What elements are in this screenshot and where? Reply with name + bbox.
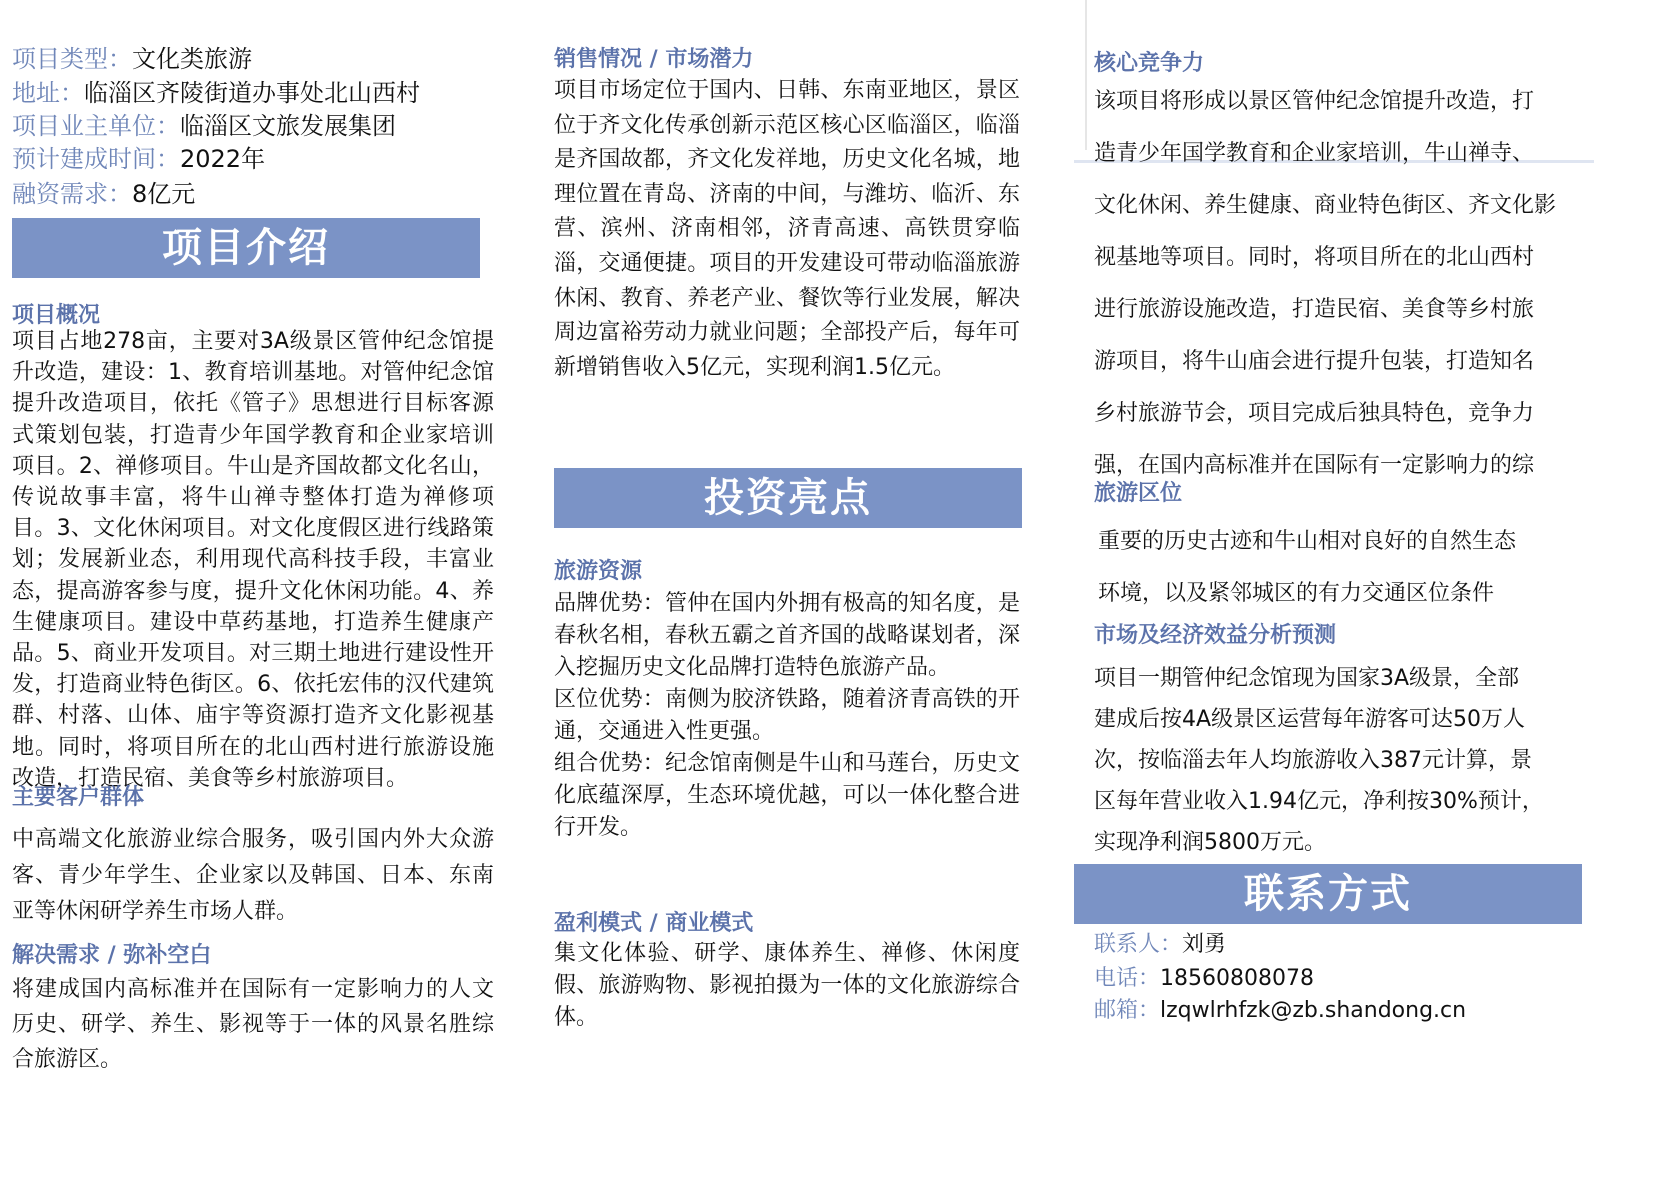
tourism-resources-heading: 旅游资源 bbox=[554, 559, 643, 584]
financing-value: 8亿元 bbox=[132, 180, 196, 208]
owner-label: 项目业主单位： bbox=[12, 112, 180, 140]
contact-email-row bbox=[1094, 996, 1466, 1026]
owner-row bbox=[12, 111, 396, 141]
completion-time-label: 预计建成时间： bbox=[12, 145, 180, 173]
market-analysis-text bbox=[1094, 658, 1594, 863]
customers-text: 中高端文化旅游业综合服务，吸引国内外大众游客、青少年学生、企业家以及韩国、日本、东南亚等休闲研学养生市场人群。 bbox=[12, 827, 494, 924]
location-advantage-paragraph: 区位优势：南侧为胶济铁路，随着济青高铁的开通，交通进入性更强。 bbox=[554, 687, 1020, 744]
phone-value: 18560808078 bbox=[1160, 966, 1314, 991]
business-model-text: 集文化体验、研学、康体养生、禅修、休闲度假、旅游购物、影视拍摄为一体的文化旅游综合体。 bbox=[554, 941, 1020, 1030]
address-value: 临淄区齐陵街道办事处北山西村 bbox=[84, 79, 420, 107]
core-line: 造青少年国学教育和企业家培训，牛山禅寺、 bbox=[1094, 141, 1535, 166]
sales-text: 项目市场定位于国内、日韩、东南亚地区，景区位于齐文化传承创新示范区核心区临淄区，临淄是齐国故都，齐文化发祥地，历史文化名城，地理位置在青岛、济南的中间，与潍坊、临沂、东营、滨州、济南相邻，济青高速、高铁贯穿临淄，交通便捷。项目的开发建设可带动临淄旅游休闲、教育、养老产业、餐饮等行业发展，解决周边富裕劳动力就业问题；全部投产后，每年可新增销售收入5亿元，实现利润1.5亿元。 bbox=[554, 78, 1020, 380]
needs-heading: 解决需求 / 弥补空白 bbox=[12, 943, 212, 968]
project-type-label: 项目类型： bbox=[12, 45, 132, 73]
overview-text: 项目占地278亩，主要对3A级景区管仲纪念馆提升改造，建设：1、教育培训基地。对管仲纪念馆提升改造项目，依托《管子》思想进行目标客源式策划包装，打造青少年国学教育和企业家培训项目。2、禅修项目。牛山是齐国故都文化名山，传说故事丰富，将牛山禅寺整体打造为禅修项目。3、文化休闲项目。对文化度假区进行线路策划；发展新业态，利用现代高科技手段，丰富业态，提高游客参与度，提升文化休闲功能。4、养生健康项目。建设中草药基地，打造养生健康产品。5、商业开发项目。对三期土地进行建设性开发，打造商业特色街区。6、依托宏伟的汉代建筑群、村落、山体、庙宇等资源打造齐文化影视基地。同时，将项目所在的北山西村进行旅游设施改造，打造民宿、美食等乡村旅游项目。 bbox=[12, 329, 494, 791]
project-intro-banner: 项目介绍 bbox=[12, 218, 480, 278]
core-line: 视基地等项目。同时，将项目所在的北山西村 bbox=[1094, 245, 1535, 270]
combination-advantage-paragraph: 组合优势：纪念馆南侧是牛山和马莲台，历史文化底蕴深厚，生态环境优越，可以一体化整合进行开发。 bbox=[554, 751, 1020, 840]
market-line: 区每年营业收入1.94亿元，净利按30%预计， bbox=[1094, 789, 1544, 814]
contact-person-label: 联系人： bbox=[1094, 932, 1183, 957]
financing-label: 融资需求： bbox=[12, 180, 132, 208]
location-line: 环境，以及紧邻城区的有力交通区位条件 bbox=[1098, 581, 1495, 606]
market-line: 建成后按4A级景区运营每年游客可达50万人 bbox=[1094, 707, 1526, 732]
overview-heading: 项目概况 bbox=[12, 303, 101, 328]
contact-person-row bbox=[1094, 930, 1226, 960]
owner-value: 临淄区文旅发展集团 bbox=[180, 112, 396, 140]
business-model-heading: 盈利模式 / 商业模式 bbox=[554, 911, 754, 936]
address-label: 地址： bbox=[12, 79, 84, 107]
project-type-value: 文化类旅游 bbox=[132, 45, 252, 73]
contact-person-value: 刘勇 bbox=[1182, 932, 1227, 957]
tourism-location-heading: 旅游区位 bbox=[1094, 481, 1183, 506]
core-competitiveness-heading: 核心竞争力 bbox=[1094, 51, 1205, 76]
core-line: 乡村旅游节会，项目完成后独具特色，竞争力 bbox=[1094, 401, 1535, 426]
core-line: 该项目将形成以景区管仲纪念馆提升改造，打 bbox=[1094, 89, 1535, 114]
needs-text: 将建成国内高标准并在国际有一定影响力的人文历史、研学、养生、影视等于一体的风景名胜综合旅游区。 bbox=[12, 977, 494, 1072]
core-line: 进行旅游设施改造，打造民宿、美食等乡村旅 bbox=[1094, 297, 1535, 322]
tourism-location-text bbox=[1098, 516, 1598, 620]
email-label: 邮箱： bbox=[1094, 998, 1161, 1023]
phone-label: 电话： bbox=[1094, 966, 1161, 991]
contact-banner: 联系方式 bbox=[1074, 864, 1582, 924]
completion-time-value: 2022年 bbox=[180, 145, 266, 173]
market-line: 实现净利润5800万元。 bbox=[1094, 830, 1326, 855]
address-row bbox=[12, 78, 420, 108]
sales-heading: 销售情况 / 市场潜力 bbox=[554, 47, 754, 72]
tourism-resources-text bbox=[554, 588, 1020, 844]
location-line: 重要的历史古迹和牛山相对良好的自然生态 bbox=[1098, 529, 1517, 554]
customers-heading: 主要客户群体 bbox=[12, 785, 145, 810]
market-analysis-heading: 市场及经济效益分析预测 bbox=[1094, 623, 1337, 648]
completion-time-row bbox=[12, 144, 265, 174]
investment-highlights-banner: 投资亮点 bbox=[554, 468, 1022, 528]
core-competitiveness-text bbox=[1094, 76, 1594, 492]
core-line: 强，在国内高标准并在国际有一定影响力的综 bbox=[1094, 453, 1535, 478]
project-type-row bbox=[12, 44, 252, 74]
market-line: 项目一期管仲纪念馆现为国家3A级景，全部 bbox=[1094, 666, 1520, 691]
market-line: 次，按临淄去年人均旅游收入387元计算，景 bbox=[1094, 748, 1532, 773]
brand-advantage-paragraph: 品牌优势：管仲在国内外拥有极高的知名度，是春秋名相，春秋五霸之首齐国的战略谋划者，深入挖掘历史文化品牌打造特色旅游产品。 bbox=[554, 591, 1020, 680]
top-divider-line bbox=[1085, 0, 1087, 150]
core-line: 游项目，将牛山庙会进行提升包装，打造知名 bbox=[1094, 349, 1535, 374]
contact-phone-row bbox=[1094, 964, 1314, 994]
email-link[interactable]: lzqwlrhfzk@zb.shandong.cn bbox=[1160, 998, 1467, 1023]
core-line: 文化休闲、养生健康、商业特色街区、齐文化影 bbox=[1094, 193, 1557, 218]
financing-row bbox=[12, 179, 195, 209]
